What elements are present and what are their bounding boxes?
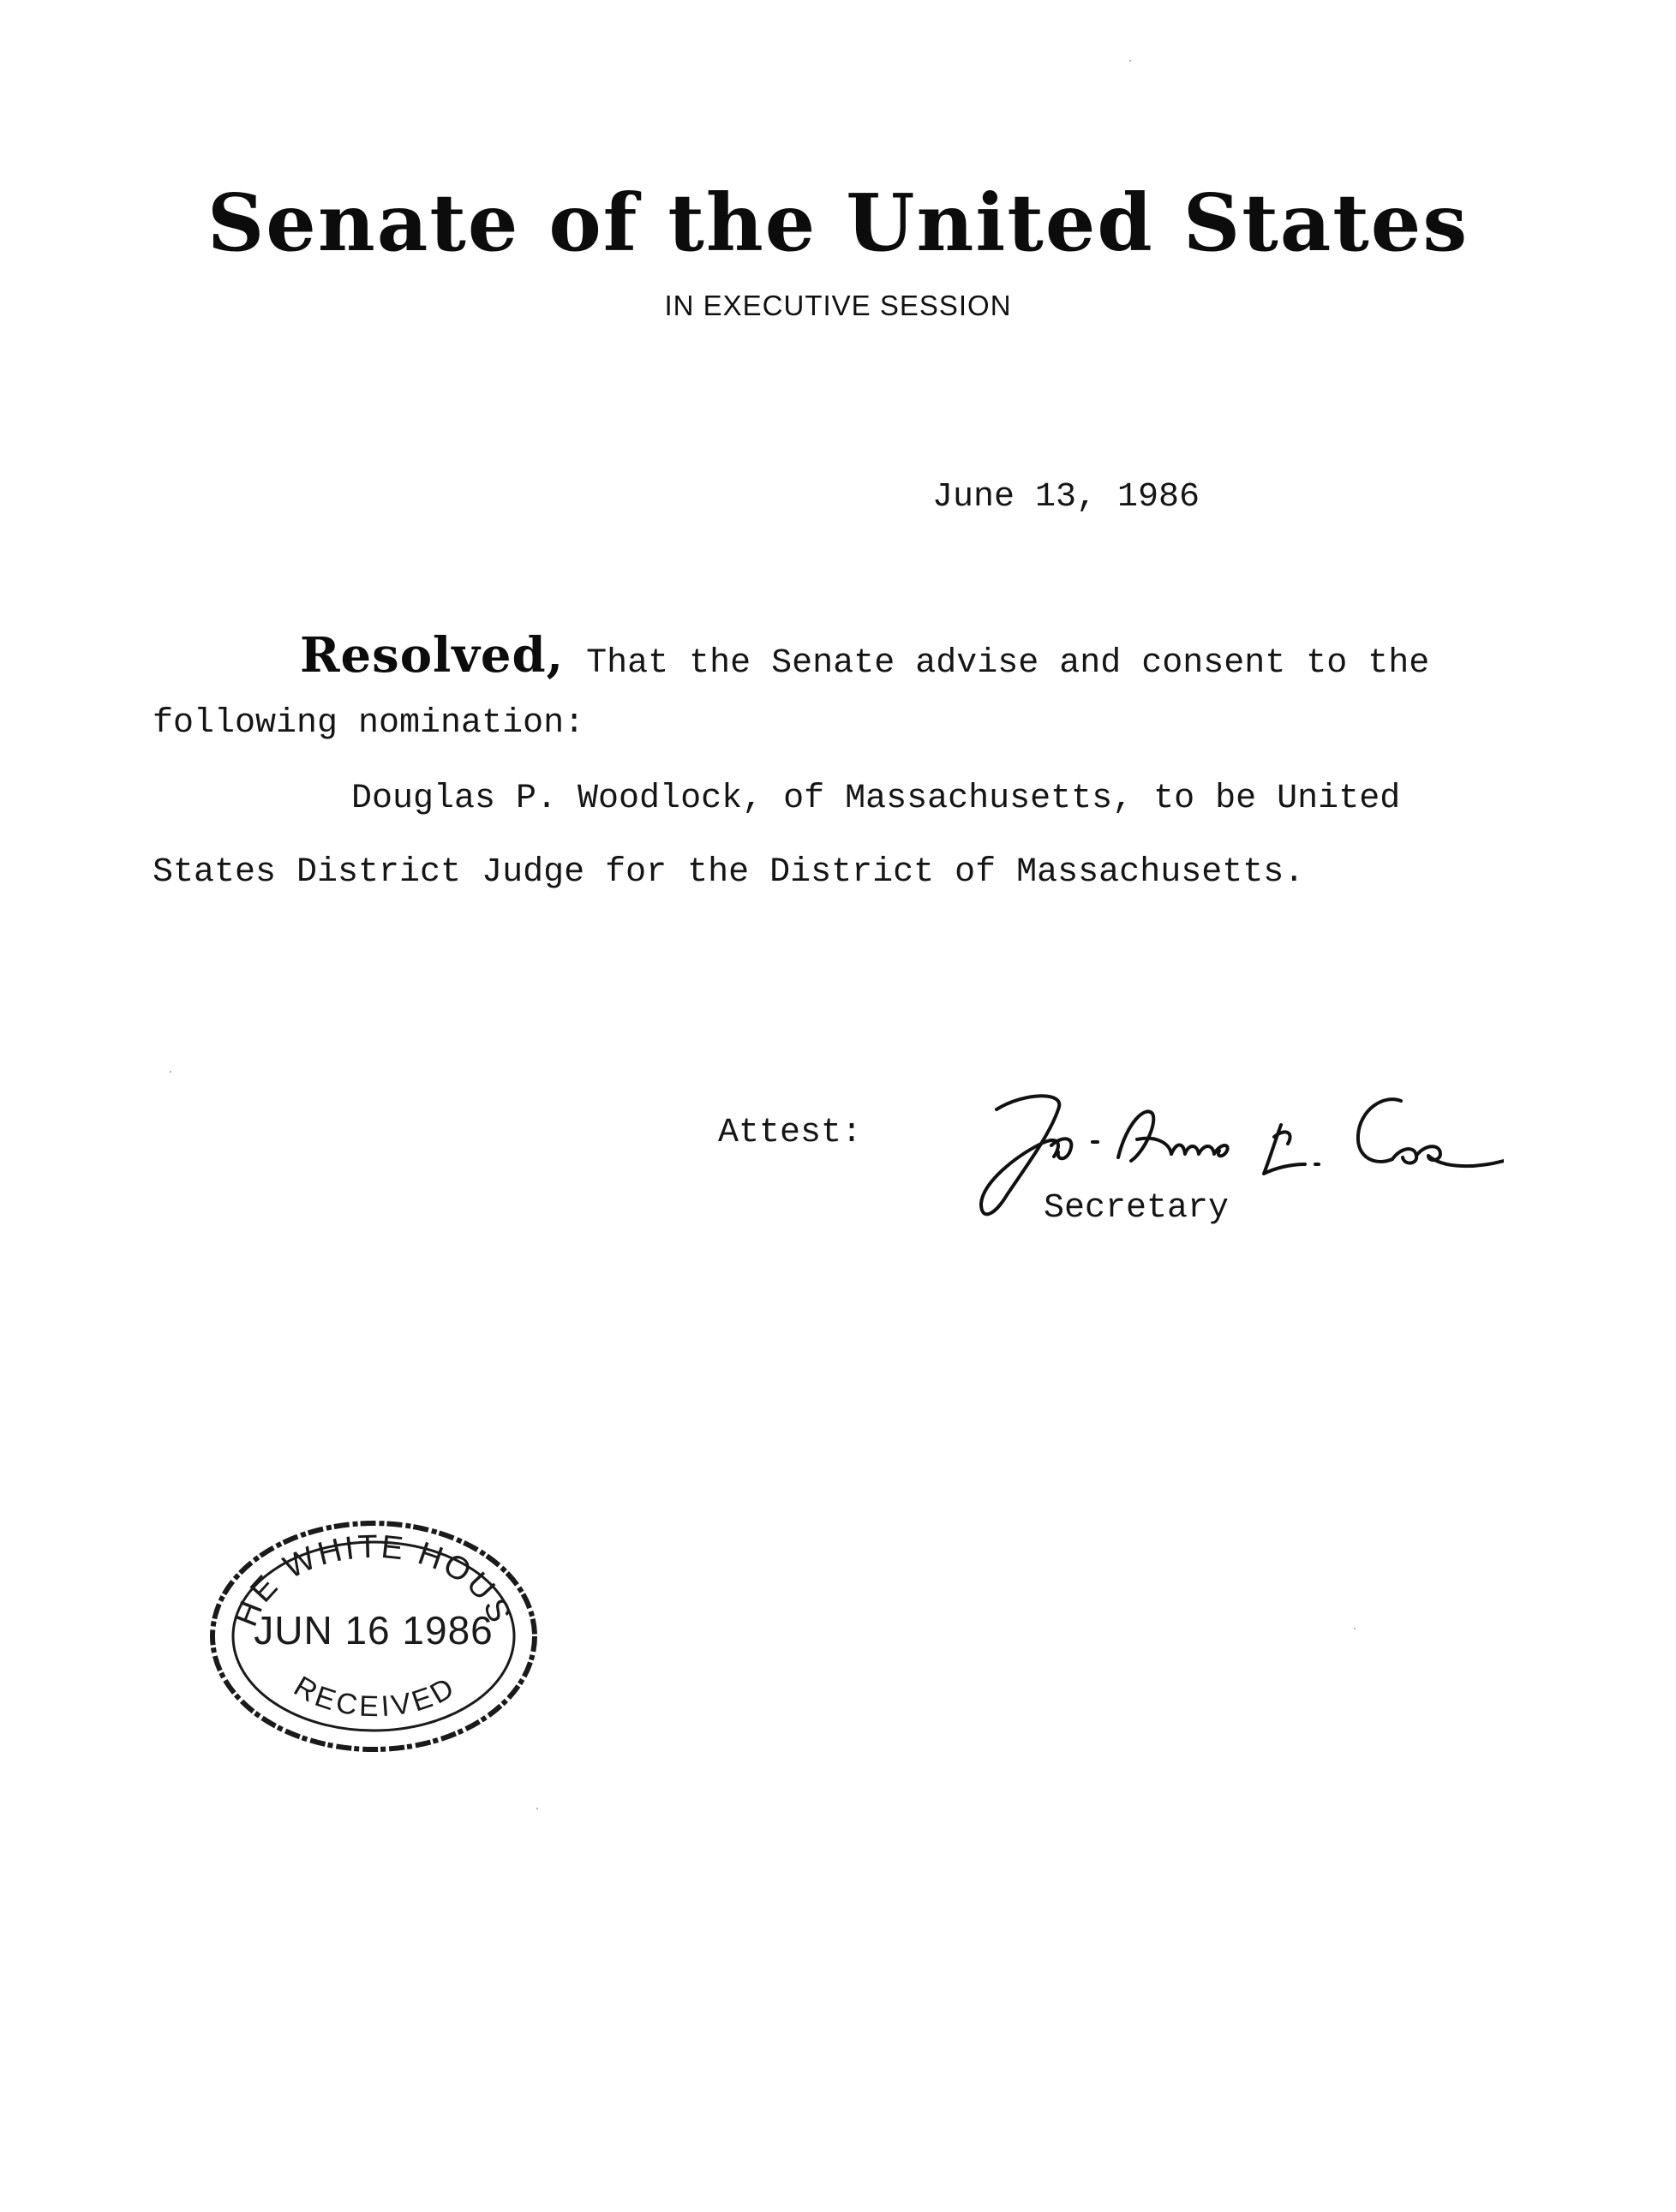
scan-speck (170, 1071, 171, 1073)
nomination-line-2: States District Judge for the District of Massachusetts. (153, 853, 1305, 892)
resolution-line-1 (300, 627, 1429, 684)
stamp-bottom-text: RECEIVED (288, 1670, 463, 1724)
resolution-text-1: That the Senate advise and consent to the (586, 644, 1430, 683)
scan-speck (536, 1808, 538, 1809)
secretary-signature (955, 1075, 1504, 1229)
nomination-line-1: Douglas P. Woodlock, of Massachusetts, to be United (351, 780, 1401, 818)
resolved-heading: Resolved, (300, 627, 565, 684)
document-date: June 13, 1986 (932, 478, 1200, 517)
scan-speck (1354, 1628, 1356, 1629)
white-house-received-stamp (206, 1516, 542, 1756)
svg-text:RECEIVED (288, 1670, 462, 1723)
document-title: Senate of the United States (207, 176, 1469, 269)
secretary-title: Secretary (1044, 1189, 1230, 1228)
scan-speck (1129, 60, 1131, 62)
resolution-line-2: following nomination: (153, 704, 585, 743)
session-label: IN EXECUTIVE SESSION (664, 290, 1012, 321)
stamp-top-text: HE WHITE HOUS (228, 1528, 519, 1632)
attest-label: Attest: (718, 1114, 863, 1152)
stamp-date: JUN 16 1986 (254, 1608, 494, 1653)
